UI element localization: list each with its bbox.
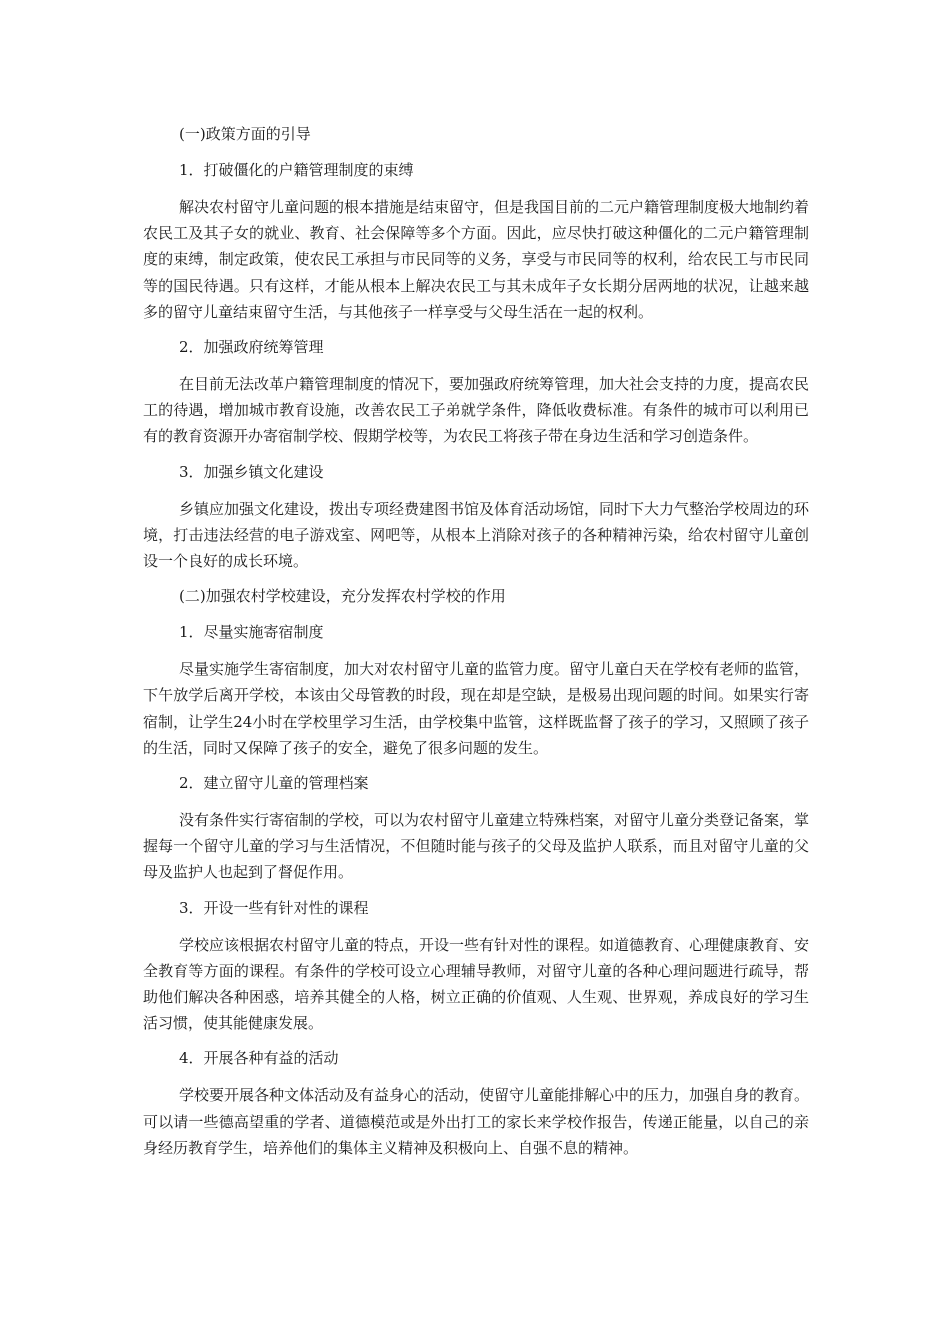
paragraph-management-files: 没有条件实行寄宿制的学校，可以为农村留守儿童建立特殊档案，对留守儿童分类登记备案，掌握每一个留守儿童的学习与生活情况，不但随时能与孩子的父母及监护人联系，而且对留守儿童的父母及监护人也起到了督促作用。 <box>143 811 810 882</box>
section-heading-policy-guidance: (一)政策方面的引导 <box>179 125 311 143</box>
paragraph-beneficial-activities: 学校要开展各种文体活动及有益身心的活动，使留守儿童能排解心中的压力，加强自身的教育。可以请一些德高望重的学者、道德模范或是外出打工的家长来学校作报告，传递正能量，以自己的亲身经历教育学生，培养他们的集体主义精神及积极向上、自强不息的精神。 <box>143 1086 810 1157</box>
subheading-boarding-system: 1．尽量实施寄宿制度 <box>179 623 324 642</box>
subheading-targeted-courses: 3．开设一些有针对性的课程 <box>179 898 369 917</box>
paragraph-hukou-reform: 解决农村留守儿童问题的根本措施是结束留守，但是我国目前的二元户籍管理制度极大地制约着农民工及其子女的就业、教育、社会保障等多个方面。因此，应尽快打破这种僵化的二元户籍管理制度的束缚，制定政策，使农民工承担与市民同等的义务，享受与市民同等的权利，给农民工与市民同等的国民待遇。只有这样，才能从根本上解决农民工与其未成年子女长期分居两地的状况，让越来越多的留守儿童结束留守生活，与其他孩子一样享受与父母生活在一起的权利。 <box>143 198 810 321</box>
subheading-management-files: 2．建立留守儿童的管理档案 <box>179 774 369 793</box>
paragraph-boarding-system: 尽量实施学生寄宿制度，加大对农村留守儿童的监管力度。留守儿童白天在学校有老师的监管，下午放学后离开学校，本该由父母管教的时段，现在却是空缺，是极易出现问题的时间。如果实行寄宿制，让学生24小时在学校里学习生活，由学校集中监管，这样既监督了孩子的学习，又照顾了孩子的生活，同时又保障了孩子的安全，避免了很多问题的发生。 <box>143 660 810 757</box>
subheading-government-management: 2．加强政府统筹管理 <box>179 338 324 357</box>
paragraph-targeted-courses: 学校应该根据农村留守儿童的特点，开设一些有针对性的课程。如道德教育、心理健康教育、安全教育等方面的课程。有条件的学校可设立心理辅导教师，对留守儿童的各种心理问题进行疏导，帮助他们解决各种困惑，培养其健全的人格，树立正确的价值观、人生观、世界观，养成良好的学习生活习惯，使其能健康发展。 <box>143 935 810 1033</box>
subheading-break-hukou-system: 1．打破僵化的户籍管理制度的束缚 <box>179 161 414 179</box>
document-page <box>143 122 809 1171</box>
paragraph-government-management: 在目前无法改革户籍管理制度的情况下，要加强政府统筹管理，加大社会支持的力度，提高农民工的待遇，增加城市教育设施，改善农民工子弟就学条件，降低收费标准。有条件的城市可以利用已有的教育资源开办寄宿制学校、假期学校等，为农民工将孩子带在身边生活和学习创造条件。 <box>143 375 810 446</box>
subheading-township-culture: 3．加强乡镇文化建设 <box>179 462 324 481</box>
paragraph-township-culture: 乡镇应加强文化建设，拨出专项经费建图书馆及体育活动场馆，同时下大力气整治学校周边的环境，打击违法经营的电子游戏室、网吧等，从根本上消除对孩子的各种精神污染，给农村留守儿童创设一个良好的成长环境。 <box>143 499 810 571</box>
subheading-beneficial-activities: 4．开展各种有益的活动 <box>179 1049 339 1068</box>
section-heading-rural-schools: (二)加强农村学校建设，充分发挥农村学校的作用 <box>179 587 506 606</box>
